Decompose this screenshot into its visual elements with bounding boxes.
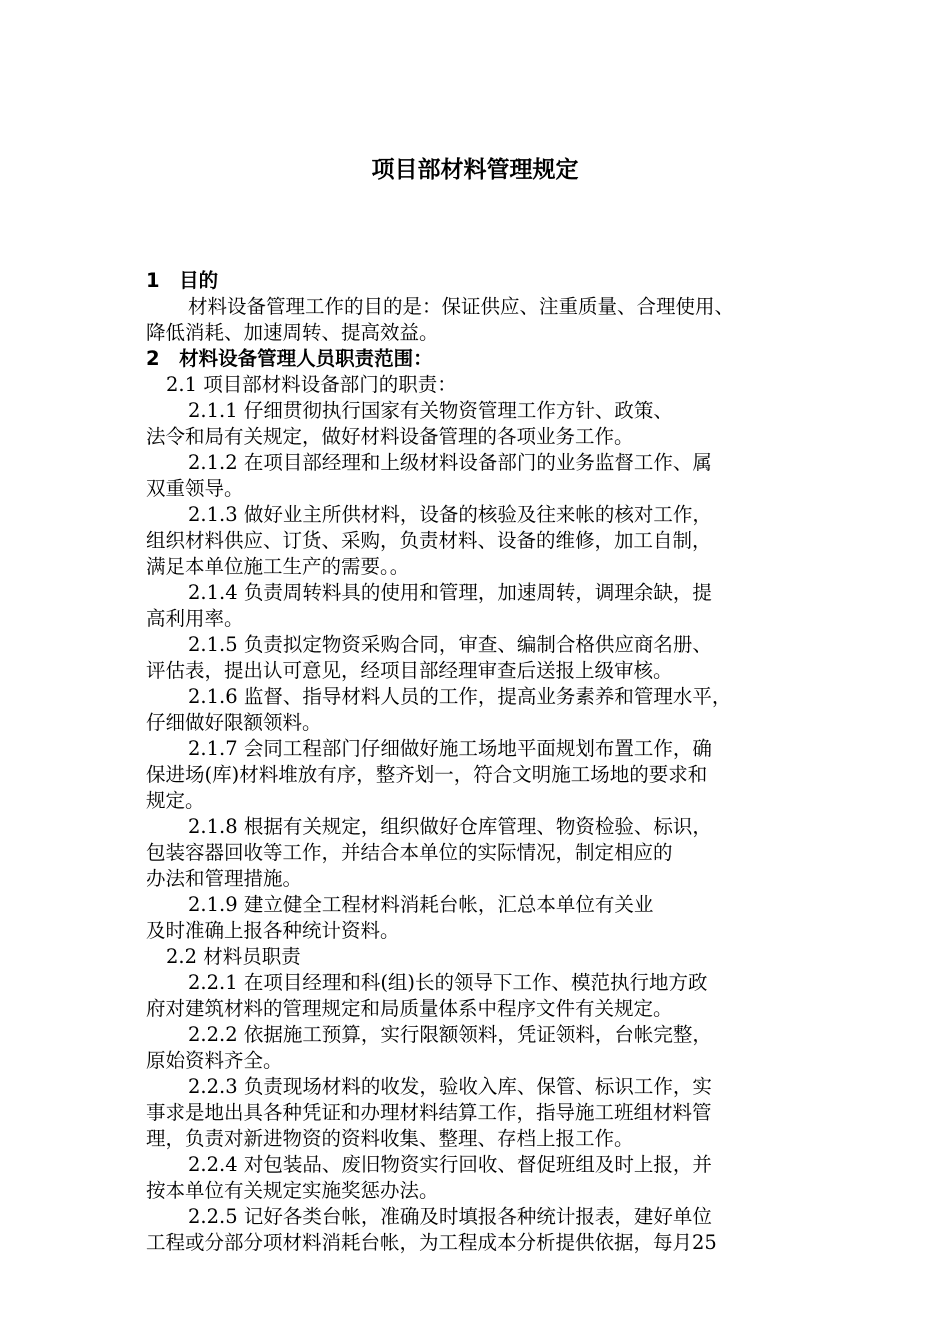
text-line: 降低消耗、加速周转、提高效益。 [146,321,439,344]
text-line: 2.1.1 仔细贯彻执行国家有关物资管理工作方针、政策、 [188,399,673,422]
text-line: 法令和局有关规定，做好材料设备管理的各项业务工作。 [146,425,634,448]
text-line: 2.1.5 负责拟定物资采购合同，审查、编制合格供应商名册、 [188,633,712,656]
text-line: 办法和管理措施。 [146,867,303,890]
text-line: 规定。 [146,789,205,812]
section-heading: 1 目的 [146,269,219,292]
text-line: 2.2.3 负责现场材料的收发，验收入库、保管、标识工作，实 [188,1075,712,1098]
text-line: 2.1.4 负责周转料具的使用和管理，加速周转，调理余缺，提 [188,581,712,604]
text-line: 双重领导。 [146,477,244,500]
document-title: 项目部材料管理规定 [371,157,579,183]
text-line: 2.1.9 建立健全工程材料消耗台帐，汇总本单位有关业 [188,893,654,916]
text-line: 2.2.1 在项目经理和科(组)长的领导下工作、模范执行地方政 [188,971,708,994]
text-line: 工程或分部分项材料消耗台帐，为工程成本分析提供依据，每月25 [146,1231,717,1254]
text-line: 仔细做好限额领料。 [146,711,322,734]
text-line: 2.1.2 在项目部经理和上级材料设备部门的业务监督工作、属 [188,451,712,474]
text-line: 组织材料供应、订货、采购，负责材料、设备的维修，加工自制， [146,529,712,552]
section-heading: 2 材料设备管理人员职责范围： [146,347,433,370]
text-line: 2.1 项目部材料设备部门的职责： [166,373,457,396]
text-line: 保进场(库)材料堆放有序，整齐划一，符合文明施工场地的要求和 [146,763,708,786]
text-line: 2.2.2 依据施工预算，实行限额领料，凭证领料，台帐完整， [188,1023,712,1046]
text-line: 事求是地出具各种凭证和办理材料结算工作，指导施工班组材料管 [146,1101,712,1124]
text-line: 理，负责对新进物资的资料收集、整理、存档上报工作。 [146,1127,634,1150]
text-line: 按本单位有关规定实施奖惩办法。 [146,1179,439,1202]
text-line: 2.2 材料员职责 [166,945,301,968]
document-body [146,268,800,1256]
text-line: 2.1.6 监督、指导材料人员的工作，提高业务素养和管理水平， [188,685,732,708]
text-line: 府对建筑材料的管理规定和局质量体系中程序文件有关规定。 [146,997,673,1020]
text-line: 及时准确上报各种统计资料。 [146,919,400,942]
text-line: 包装容器回收等工作，并结合本单位的实际情况，制定相应的 [146,841,673,864]
text-line: 高利用率。 [146,607,244,630]
text-line: 2.2.5 记好各类台帐，准确及时填报各种统计报表，建好单位 [188,1205,712,1228]
text-line: 原始资料齐全。 [146,1049,283,1072]
text-line: 2.1.8 根据有关规定，组织做好仓库管理、物资检验、标识， [188,815,712,838]
text-line: 评估表，提出认可意见，经项目部经理审查后送报上级审核。 [146,659,673,682]
text-line: 2.1.7 会同工程部门仔细做好施工场地平面规划布置工作，确 [188,737,712,760]
text-line: 材料设备管理工作的目的是：保证供应、注重质量、合理使用、 [188,295,735,318]
text-line: 2.2.4 对包装品、废旧物资实行回收、督促班组及时上报，并 [188,1153,712,1176]
text-line: 满足本单位施工生产的需要。。 [146,555,410,578]
text-line: 2.1.3 做好业主所供材料，设备的核验及往来帐的核对工作， [188,503,712,526]
